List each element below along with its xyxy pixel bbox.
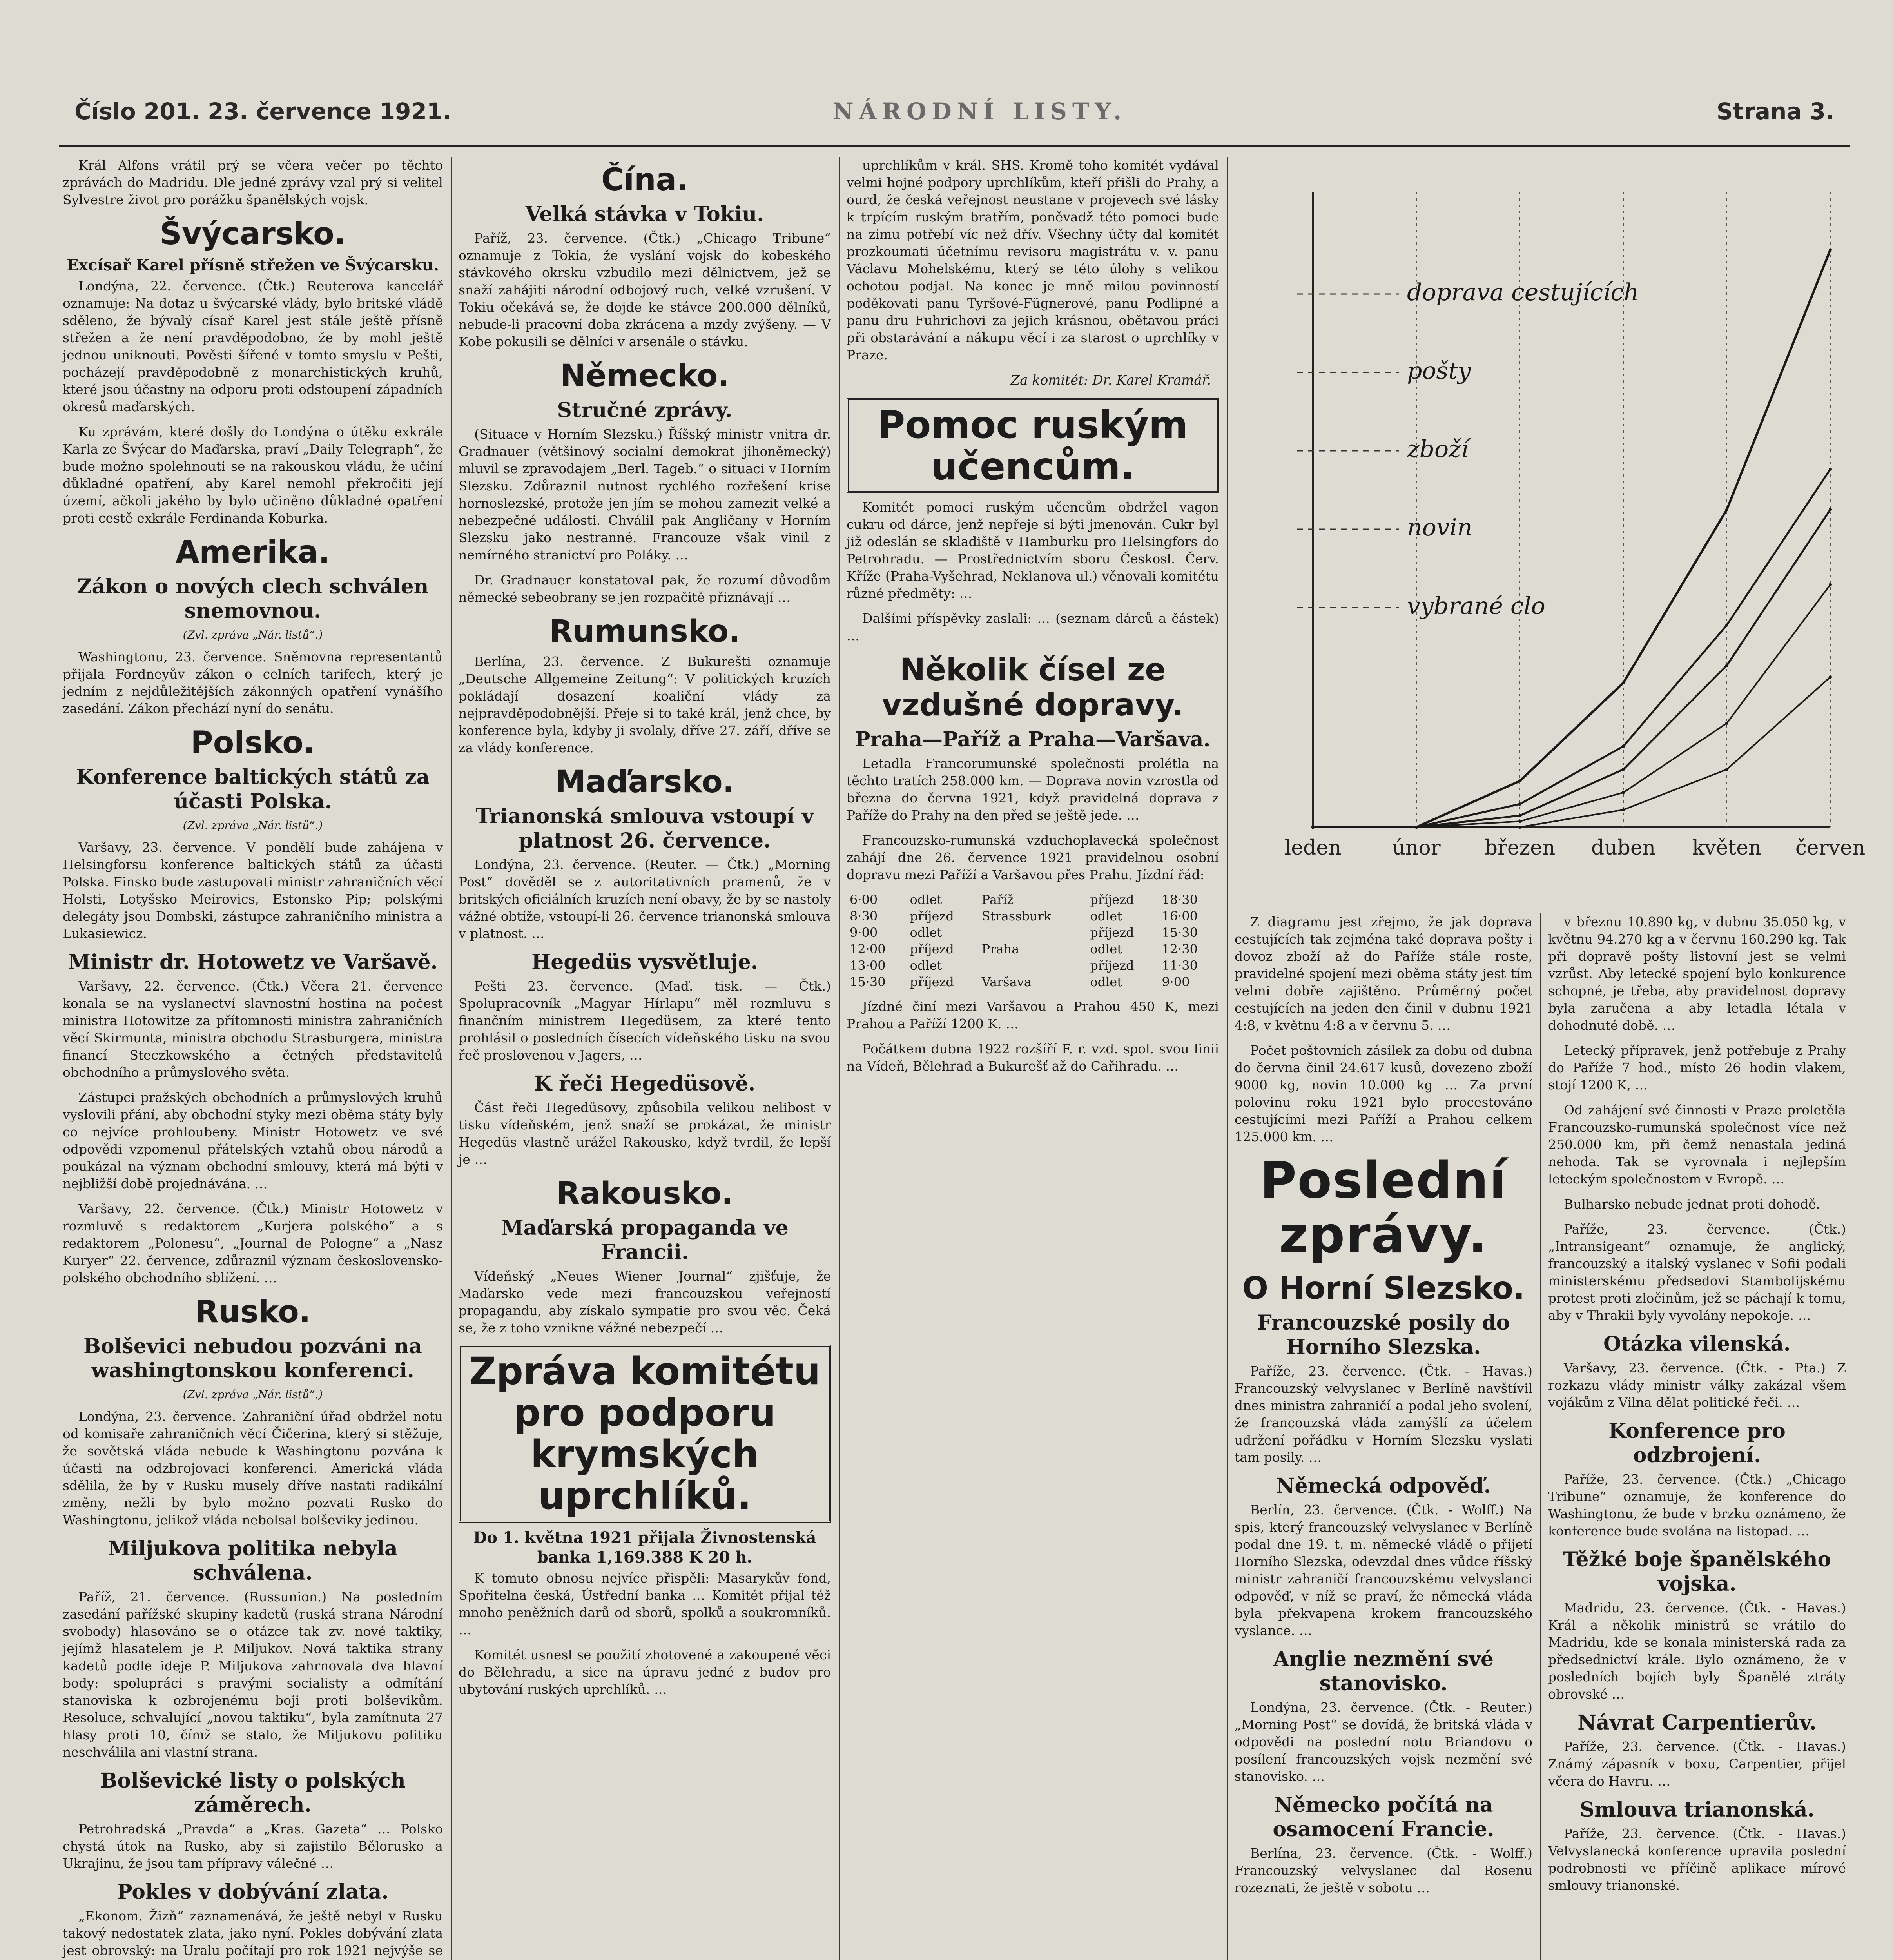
x-tick-label: březen [1484, 836, 1556, 860]
article-headline: Maďarská propaganda ve Francii. [501, 1216, 789, 1264]
column-4 [1235, 913, 1532, 1960]
article-subheadline: Do 1. května 1921 přijala Živnostenská banka 1,169.388 K 20 h. [473, 1528, 816, 1566]
article-paragraph: Paříže, 23. července. (Čtk. - Havas.) Známý zápasník v boxu, Carpentier, přijel včera do Havru. … [1548, 1739, 1846, 1789]
section-heading: Polsko. [190, 725, 315, 760]
article-paragraph: Varšavy, 22. července. (Čtk.) Včera 21. července konala se na vyslanectví slavnostní hostina na počest ministra Hotowitze za přítomnosti ministra zahraničních věcí Skirmunta, ministra obchodu Strasburgera, ministra financí Steczkowského a četných představitelů obchodního a průmyslového světa. [63, 978, 443, 1080]
article-paragraph: „Ekonom. Žizň“ zaznamenává, že ještě nebyl v Rusku takový nedostatek zlata, jako nyní. Pokles dobývání zlata jest obrovský: na Uralu počítají pro rok 1921 nejvýše se [63, 1908, 443, 1958]
article-headline: Zákon o nových clech schválen snemovnou. [77, 575, 429, 623]
article-paragraph: Počátkem dubna 1922 rozšíří F. r. vzd. spol. svou linii na Vídeň, Bělehrad a Bukurešť až do Cařihradu. … [847, 1041, 1219, 1074]
article-paragraph: v březnu 10.890 kg, v dubnu 35.050 kg, v květnu 94.270 kg a v červnu 160.290 kg. Tak při dopravě pošty listovní jest se velmi vzrůst. Aby letecké spojení bylo konkurence schopné, je třeba, aby pravidelnost dopravy byla zaručena a aby letadla létala v dohodnuté době. … [1548, 914, 1846, 1033]
data-point [1725, 768, 1728, 771]
data-point [1829, 675, 1832, 679]
legend-label: doprava cestujících [1407, 279, 1639, 306]
article-paragraph: Část řeči Hegedüsovy, způsobila velikou nelibost v tisku vídeňském, jenž snaží se prokázat, že ministr Hegedüs vlastně urážel Rakousko, když tvrdil, že lepší je … [459, 1100, 831, 1167]
article-paragraph: Paříž, 23. července. (Čtk.) „Chicago Tribune“ oznamuje z Tokia, že vyslání vojsk do kobeského stávkového okrsku vzbudilo mezi dělnictvem, jež se snaží zahájiti národní odbojový ruch, velké vzrušení. V Tokiu očekává se, že dojde ke stávce 200.000 dělníků, nebude-li pracovní doba zkrácena a mzdy zvýšeny. — V Kobe pokusili se dělníci v arsenále o stávku. [459, 230, 831, 349]
article-paragraph: Washingtonu, 23. července. Sněmovna representantů přijala Fordneyův zákon o celních tarifech, který je jedním z nejdůležitějších zákonných opatření vynášího zasedání. Zákon přechází nyní do senátu. [63, 649, 443, 716]
article-headline: Miljukova politika nebyla schválena. [108, 1537, 398, 1585]
x-tick-label: leden [1284, 836, 1342, 860]
series-line-0 [1313, 250, 1830, 827]
timetable-cell: Paříž [981, 892, 1014, 907]
data-point [1829, 248, 1832, 251]
article-paragraph: Berlín, 23. července. (Čtk. - Wolff.) Na spis, který francouzský velvyslanec v Berlíně podal dne 19. t. m. německé vládě o přijetí Horního Slezska, odevzdal dnes vůdce říšský ministr zahraničí francouzskému velvyslanci odpověď, v níž se praví, že německá vláda byla překvapena krokem francouzského vyslance. … [1235, 1502, 1532, 1638]
article-paragraph: Londýna, 23. července. Zahraniční úřad obdržel notu od komisaře zahraničních věcí Čičerina, který si stěžuje, že sovětská vláda nebude k Washingtonu pozvána k účasti na odzbrojovací konferenci. Americká vláda sdělila, že by v Rusku musely dříve nastati radikální změny, nežli by bylo možno pozvati Rusko do Washingtonu, jelikož vláda nebolsal bolševiky jedinou. [63, 1409, 443, 1528]
issue-number: Číslo 201. 23. července 1921. [74, 98, 451, 125]
timetable-cell: příjezd [910, 975, 954, 989]
source-note: (Zvl. zpráva „Nár. listů“.) [183, 1388, 323, 1401]
article-headline: Hegedüs vysvětluje. [531, 950, 758, 974]
legend-label: vybrané clo [1407, 592, 1545, 620]
timetable-cell: 9·00 [1162, 975, 1190, 989]
article-paragraph: Londýna, 22. července. (Čtk.) Reuterova kancelář oznamuje: Na dotaz u švýcarské vlády, bylo britské vládě sděleno, že bývalý císař Karel jest stále ještě přísně střežen a že není pravděpodobno, že by mohl ještě jednou uniknouti. Pověsti šířené v tomto smyslu v Pešti, pocházejí pravděpodobně z monarchistických kruhů, které jsou účastny na odporu proti odstoupení západních okresů maďarských. [63, 278, 443, 414]
timetable-cell: 18·30 [1162, 892, 1198, 907]
article-paragraph: Paříže, 23. července. (Čtk.) „Intransigeant“ oznamuje, že anglický, francouzský a italský vyslanec v Sofii podali ministerskému předsedovi Stambolijskému protest proti zločinům, jež se páchají k tomu, aby v Thrakii byly vyvolány nepokoje. … [1548, 1221, 1846, 1323]
series-line-3 [1313, 584, 1830, 827]
data-point [1622, 745, 1625, 748]
masthead [59, 94, 1850, 147]
article-headline: Konference baltických států za účasti Polska. [76, 765, 430, 813]
line-chart [1250, 161, 1866, 898]
series-line-2 [1313, 510, 1830, 827]
x-tick-label: únor [1392, 836, 1441, 860]
article-paragraph: Komitét usnesl se použití zhotovené a zakoupené věci do Bělehradu, a sice na úpravu jedné z budov pro ubytování ruských uprchlíků. … [459, 1647, 831, 1697]
boxed-headline: Pomoc ruským učencům. [847, 398, 1219, 493]
timetable-cell: 12·30 [1162, 942, 1198, 956]
article-paragraph: Ku zprávám, které došly do Londýna o útěku exkrále Karla ze Švýcar do Maďarska, praví „Daily Telegraph“, že bude možno spolehnouti se na rakouskou vládu, že učiní důkladné opatření, aby Karel nemohl překročiti její území, ačkoli jakého by bylo učiněno důkladné opatření proti cestě exkrále Ferdinanda Koburka. [63, 424, 443, 526]
article-paragraph: Berlína, 23. července. Z Bukurešti oznamuje „Deutsche Allgemeine Zeitung“: V politických kruzích pokládají dosazení koaliční vlády za nejpravděpodobnější. Přeje si to také král, jenž chce, by konference byla, kdyby ji svolaly, dříve 27. září, dříve se za vlády konference. [459, 654, 831, 755]
section-heading: O Horní Slezsko. [1242, 1271, 1525, 1306]
timetable-cell: Varšava [981, 975, 1032, 989]
timetable-cell: 13·00 [850, 958, 886, 973]
timetable-row [847, 924, 1219, 941]
article-headline: Bolševické listy o polských záměrech. [100, 1769, 406, 1817]
flight-timetable [847, 891, 1219, 990]
article-headline: Anglie nezmění své stanovisko. [1273, 1647, 1494, 1695]
data-point [1725, 508, 1728, 511]
article-paragraph: Paříže, 23. července. (Čtk. - Havas.) Velvyslanecká konference upravila poslední podrobnosti ve příčině aplikace mírové smlouvy trianonské. [1548, 1826, 1846, 1893]
article-headline: Velká stávka v Tokiu. [525, 202, 764, 226]
page-number: Strana 3. [1716, 98, 1834, 125]
article-paragraph: Král Alfons vrátil prý se včera večer po těchto zprávách do Madridu. Dle jedné zprávy vzal prý si velitel Sylvestre život pro porážku španělských vojsk. [63, 158, 443, 207]
series-line-1 [1313, 469, 1830, 827]
article-paragraph: K tomuto obnosu nejvíce přispěli: Masarykův fond, Spořitelna česká, Ústřední banka … Komitét přijal též mnoho peněžních darů od sborů, spolků a soukromníků. … [459, 1570, 831, 1637]
data-point [1829, 583, 1832, 586]
timetable-cell: 16·00 [1162, 909, 1198, 924]
data-point [1518, 826, 1521, 829]
column-divider [1540, 913, 1541, 1960]
article-paragraph: Paříž, 21. července. (Russunion.) Na posledním zasedání pařížské skupiny kadetů (ruská strana Národní svobody) hlasováno se o otázce tak zv. nové taktiky, jejímž hlasatelem je P. Miljukov. Nová taktika strany kadetů podle ideje P. Miljukova zahrnovala dva hlavní body: spolupráci s pravými socialisty a odmítání stanoviska k ozbrojenému boji proti bolševikům. Resoluce, schvalující „novou taktiku“, byla zamítnuta 27 hlasy proti 10, čímž se stalo, že Miljukovu politiku neschválila ani vlastní strana. [63, 1589, 443, 1760]
article-paragraph: Komitét pomoci ruským učencům obdržel vagon cukru od dárce, jenž nepřeje si býti jmenován. Cukr byl již odeslán se skladiště v Hamburku pro Helsingfors do Petrohradu. — Prostřednictvím sboru Českosl. Červ. Kříže (Praha-Vyšehrad, Neklanova ul.) věnovali komitétu různé předměty: … [847, 499, 1219, 601]
article-headline: Trianonská smlouva vstoupí v platnost 26. července. [475, 804, 814, 853]
article-headline: Návrat Carpentierův. [1578, 1711, 1817, 1735]
article-paragraph: Vídeňský „Neues Wiener Journal“ zjišťuje, že Maďarsko vede mezi francouzskou veřejností propagandu, aby získalo sympatie pro svou věc. Čeká se, že z toho vznikne vážné nebezpečí … [459, 1269, 831, 1336]
section-heading: Maďarsko. [555, 764, 734, 800]
article-paragraph: Paříže, 23. července. (Čtk.) „Chicago Tribune“ oznamuje, že konference do Washingtonu, že bude v brzku oznámeno, že konference bude svolána na listopad. … [1548, 1472, 1846, 1539]
air-transport-diagram [1250, 161, 1866, 898]
article-headline: Smlouva trianonská. [1579, 1798, 1815, 1822]
article-paragraph: Dalšími příspěvky zaslali: … (seznam dárců a částek) … [847, 611, 1219, 643]
timetable-cell: 12·00 [850, 942, 886, 956]
data-point [1725, 624, 1728, 627]
data-point [1518, 802, 1521, 806]
timetable-cell: 11·30 [1162, 958, 1198, 973]
data-point [1518, 779, 1521, 782]
timetable-cell: odlet [1090, 942, 1122, 956]
column-2 [459, 157, 831, 1960]
article-headline: Německá odpověď. [1276, 1474, 1491, 1498]
timetable-cell: příjezd [1090, 925, 1134, 940]
article-headline: K řeči Hegedüsově. [534, 1072, 756, 1096]
column-divider [1227, 157, 1228, 1960]
timetable-cell: odlet [910, 892, 942, 907]
article-paragraph: Z diagramu jest zřejmo, že jak doprava cestujících tak zejména také doprava pošty i dovoz zboží až do Paříže stále roste, pravidelné spojení mezi oběma státy jest tím velmi dobře zajištěno. Průměrný počet cestujících na jeden den činil v dubnu 1921 4:8, v květnu 4:8 a v červnu 5. … [1235, 914, 1532, 1033]
article-paragraph: Francouzsko-rumunská vzduchoplavecká společnost zahájí dne 26. července 1921 pravidelnou osobní dopravu mezi Paříží a Varšavou přes Prahu. Jízdní řád: [847, 833, 1219, 882]
article-paragraph: Londýna, 23. července. (Reuter. — Čtk.) „Morning Post“ dověděl se z autoritativních pramenů, že v britských oficiálních kruzích není obavy, že by se nastoly vážné obtíže, vstoupí-li 26. července trianonská smlouva v platnost. … [459, 857, 831, 941]
timetable-cell: Praha [981, 942, 1019, 956]
x-tick-label: duben [1591, 836, 1656, 860]
article-paragraph: Londýna, 23. července. (Čtk. - Reuter.) „Morning Post“ se dovídá, že britská vláda v odpovědi na poslední notu Briandovu o posílení francouzských vojsk nezmění své stanovisko. … [1235, 1700, 1532, 1784]
data-point [1829, 468, 1832, 471]
timetable-cell [979, 924, 1087, 941]
newspaper-title: NÁRODNÍ LISTY. [832, 98, 1127, 125]
newspaper-page [59, 71, 1866, 1960]
timetable-cell: Strassburk [981, 909, 1052, 924]
signature-line: Za komitét: Dr. Karel Kramář. [1010, 372, 1211, 388]
article-paragraph: Varšavy, 23. července. V pondělí bude zahájena v Helsingforsu konference baltických států za účasti Polska. Finsko bude zastupovati ministr zahraničních věcí Holsti, Lotyšsko Meirovics, Estonsko Pip; polskými delegáty jsou Dombski, zástupce zahraničního ministra a Lukasiewicz. [63, 840, 443, 941]
article-paragraph: Bulharsko nebude jednat proti dohodě. [1564, 1196, 1820, 1212]
column-divider [451, 157, 452, 1960]
data-point [1622, 791, 1625, 794]
x-tick-label: květen [1692, 836, 1762, 860]
data-point [1415, 826, 1418, 829]
section-heading: Německo. [560, 358, 729, 394]
article-paragraph: Letadla Francorumunské společnosti prolétla na těchto tratích 258.000 km. — Doprava novin vzrostla od března do června 1921, když pravidelná doprava z Paříže do Prahy na den před se ještě jede. … [847, 756, 1219, 823]
timetable-cell: 6·00 [850, 892, 878, 907]
section-heading: Rusko. [195, 1294, 311, 1330]
data-point [1622, 681, 1625, 684]
data-point [1622, 768, 1625, 771]
article-paragraph: uprchlíkům v král. SHS. Kromě toho komitét vydával velmi hojné podpory uprchlíkům, kteří přišli do Prahy, a ourd, že česká veřejnost neustane v projevech své lásky k trpícím ruským bratřím, poněvadž této pomoci bude na zimu potřebí víc než dřív. Všechny účty dal komitét prozkoumati účetnímu revisoru magistrátu v. v. panu Václavu Mohelskému, který se této úlohy s velikou ochotou podjal. Na konec je mně milou povinností poděkovati panu Tyršové-Fügnerové, panu Podlipné a panu dru Fuhrichovi za jejich krásnou, obětavou práci při obstarávání a nákupu věcí i za starost o uprchlíky v Praze. [847, 158, 1219, 363]
article-headline: Ministr dr. Hotowetz ve Varšavě. [68, 950, 438, 974]
article-paragraph: Petrohradská „Pravda“ a „Kras. Gazeta“ … Polsko chystá útok na Rusko, aby si zajistilo Bělorusko a Ukrajinu, že jsou tam přípravy válečné … [63, 1821, 443, 1871]
article-headline: Otázka vilenská. [1603, 1332, 1791, 1356]
data-point [1622, 808, 1625, 811]
source-note: (Zvl. zpráva „Nár. listů“.) [183, 628, 323, 641]
article-headline: Těžké boje španělského vojska. [1563, 1548, 1831, 1596]
timetable-cell: odlet [1090, 975, 1122, 989]
data-point [1518, 814, 1521, 817]
x-tick-label: červen [1795, 836, 1866, 860]
timetable-cell: příjezd [1090, 958, 1134, 973]
timetable-row [847, 891, 1219, 908]
column-5 [1548, 913, 1846, 1960]
article-paragraph: Jízdné činí mezi Varšavou a Prahou 450 K, mezi Prahou a Paříží 1200 K. … [847, 999, 1219, 1031]
timetable-cell: 15·30 [1162, 925, 1198, 940]
boxed-headline: Zpráva komitétu pro podporu krymských uprchlíků. [459, 1345, 831, 1523]
timetable-row [847, 957, 1219, 974]
data-point [1725, 722, 1728, 725]
data-point [1829, 508, 1832, 511]
column-3 [847, 157, 1219, 1960]
article-headline: Pokles v dobývání zlata. [117, 1880, 389, 1904]
timetable-cell: 8·30 [850, 909, 878, 924]
timetable-cell: příjezd [910, 942, 954, 956]
column-divider [839, 157, 840, 1960]
article-paragraph: Varšavy, 23. července. (Čtk. - Pta.) Z rozkazu vlády ministr války zakázal všem vojákům z Vilna dělat politické řeči. … [1548, 1360, 1846, 1410]
article-headline: Stručné zprávy. [557, 398, 733, 422]
section-heading: Amerika. [176, 535, 330, 570]
section-heading: Rumunsko. [549, 614, 740, 649]
article-headline: Bolševici nebudou pozváni na washingtonskou konferenci. [83, 1334, 422, 1383]
timetable-row [847, 974, 1219, 990]
timetable-cell [979, 957, 1087, 974]
timetable-cell: odlet [1090, 909, 1122, 924]
article-headline: Německo počítá na osamocení Francie. [1273, 1793, 1494, 1841]
section-heading: Švýcarsko. [160, 216, 346, 252]
article-headline: Francouzské posily do Horního Slezska. [1257, 1311, 1510, 1359]
timetable-cell: odlet [910, 925, 942, 940]
article-paragraph: Dr. Gradnauer konstatoval pak, že rozumí důvodům německé sebeobrany se jen rozpačitě přiznávají … [459, 572, 831, 605]
article-paragraph: Berlína, 23. července. (Čtk. - Wolff.) Francouzský velvyslanec dal Rosenu rozeznati, že ještě v sobotu … [1235, 1846, 1532, 1895]
banner-headline: Poslední zprávy. [1260, 1151, 1507, 1265]
data-point [1311, 826, 1315, 829]
article-paragraph: (Situace v Horním Slezsku.) Říšský ministr vnitra dr. Gradnauer (většinový socialní demokrat jihoněmecký) mluvil se zpravodajem „Berl. Tageb.“ o situaci v Horním Slezsku. Zdůraznil nutnost rychlého rozřešení krise hornoslezské, protože jen jím se mohou zamezit velké a nebezpečné události. Chválil pak Angličany v Horním Slezsku jako nestranné. Francouze však vinil z nemírného stranictví pro Poláky. … [459, 426, 831, 563]
article-paragraph: Od zahájení své činnosti v Praze proletěla Francouzsko-rumunská společnost více než 250.000 km, při čemž nenastala jediná nehoda. Tak se vyrovnala i nejlepším leteckým společnostem v Evropě. … [1548, 1102, 1846, 1187]
data-point [1518, 820, 1521, 823]
timetable-cell: příjezd [910, 909, 954, 924]
article-headline: Konference pro odzbrojení. [1608, 1419, 1786, 1467]
column-1 [63, 157, 443, 1960]
legend-label: zboží [1407, 436, 1469, 463]
section-heading: Několik čísel ze vzdušné dopravy. [881, 652, 1184, 723]
section-heading: Rakousko. [556, 1176, 733, 1211]
article-paragraph: Madridu, 23. července. (Čtk. - Havas.) Král a několik ministrů se vrátilo do Madridu, kde se konala ministerská rada za předsednictví krále. Bylo oznámeno, že v posledních bojích byly Španělé ztráty obrovské … [1548, 1600, 1846, 1702]
article-paragraph: Paříže, 23. července. (Čtk. - Havas.) Francouzský velvyslanec v Berlíně navštívil dnes ministra zahraničí a podal jeho svolení, že francouzská vláda zamýšlí za účelem udržení pořádku v Horním Slezsku vyslati tam posily. … [1235, 1363, 1532, 1465]
timetable-row [847, 941, 1219, 957]
article-paragraph: Letecký přípravek, jenž potřebuje z Prahy do Paříže 7 hod., místo 26 hodin vlakem, stojí 1200 K, … [1548, 1043, 1846, 1093]
timetable-cell: odlet [910, 958, 942, 973]
article-paragraph: Zástupci pražských obchodních a průmyslových kruhů vyslovili přání, aby obchodní styky mezi oběma státy byly co nejvíce prohloubeny. Ministr Hotowetz ve své odpovědi vzpomenul přátelských vztahů obou národů a poukázal na význam obchodní smlouvy, která má býti v nejbližší době projednávána. … [63, 1090, 443, 1191]
article-subheadline: Excísař Karel přísně střežen ve Švýcarsku. [66, 256, 439, 274]
legend-label: novin [1407, 514, 1472, 541]
article-paragraph: Počet poštovních zásilek za dobu od dubna do června činil 24.617 kusů, dovezeno zboží 9000 kg, novin 10.000 kg … Za první polovinu roku 1921 bylo procestováno cestujícími mezi Paříží a Prahou celkem 125.000 km. … [1235, 1043, 1532, 1144]
timetable-row [847, 908, 1219, 924]
timetable-cell: 9·00 [850, 925, 878, 940]
series-line-4 [1313, 677, 1830, 827]
source-note: (Zvl. zpráva „Nár. listů“.) [183, 819, 323, 832]
timetable-cell: příjezd [1090, 892, 1134, 907]
article-paragraph: Pešti 23. července. (Maď. tisk. — Čtk.) Spolupracovník „Magyar Hírlapu“ měl rozmluvu s finančním ministrem Hegedüsem, za které tento prohlásil o posledních čísecích vídeňského tisku na svou řeč proslovenou v Jagers, … [459, 978, 831, 1063]
article-headline: Praha—Paříž a Praha—Varšava. [855, 728, 1211, 751]
data-point [1725, 664, 1728, 667]
article-paragraph: Varšavy, 22. července. (Čtk.) Ministr Hotowetz v rozmluvě s redaktorem „Kurjera polského“ a s redaktorem „Polonesu“, „Journal de Pologne“ a „Nasz Kuryer“ 22. července, zdůraznil význam československo-polského obchodního sblížení. … [63, 1201, 443, 1285]
legend-label: pošty [1407, 357, 1471, 385]
timetable-cell: 15·30 [850, 975, 886, 989]
section-heading: Čína. [601, 162, 688, 198]
